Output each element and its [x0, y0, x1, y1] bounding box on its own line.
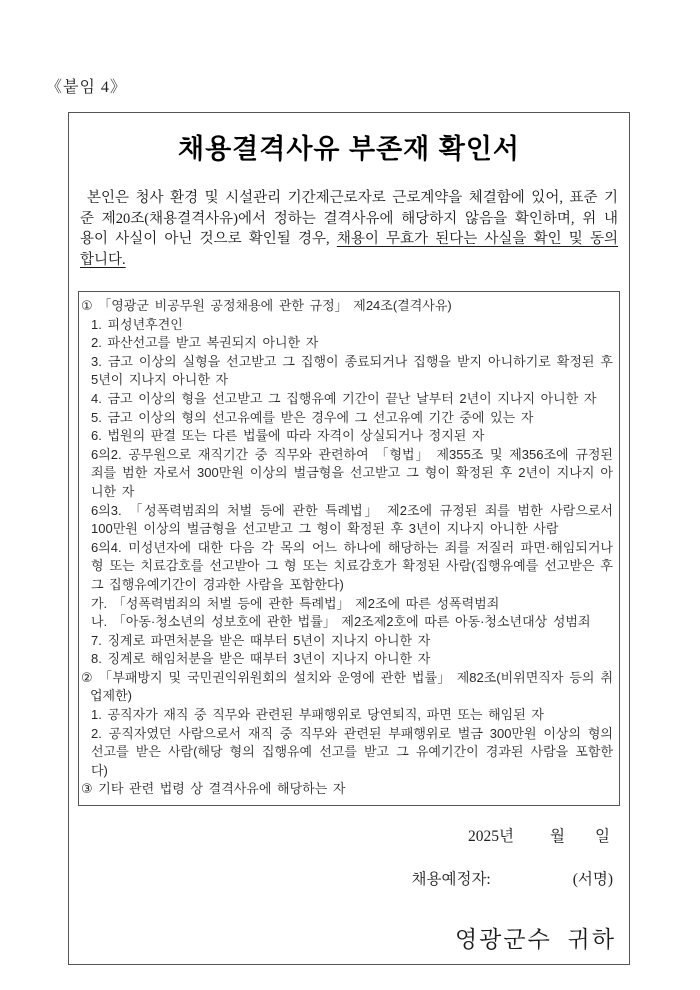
list-item-marker: 3. [91, 353, 102, 369]
list-item-text: 「성폭력범죄의 처벌 등에 관한 특례법」 제2조에 규정된 죄를 범한 사람으로서 100만원 이상의 벌금형을 선고받고 그 형이 확정된 후 3년이 지나지 아니한 사람 [91, 502, 613, 537]
date-day: 일 [595, 828, 610, 846]
signature-placeholder: (서명) [572, 871, 613, 889]
list-item-marker: 1. [91, 707, 102, 723]
list-item-marker: 2. [91, 335, 102, 351]
list-item-text: 파산선고를 받고 복권되지 아니한 자 [107, 335, 319, 351]
list-item-text: 「부패방지 및 국민권익위원회의 설치와 운영에 관한 법률」 제82조(비위면직자 등의 취업제한) [90, 669, 613, 704]
list-item [81, 316, 613, 335]
list-item-text: 공직자였던 사람으로서 재직 중 직무와 관련된 부패행위로 벌금 300만원 이상의 형의 선고를 받은 사람(해당 형의 집행유예 선고를 받고 그 유예기간이 경과된 사람을 포함한다) [91, 725, 613, 778]
list-item [81, 409, 613, 428]
addressee: 영광군수 귀하 [454, 927, 616, 953]
form-title: 채용결격사유 부존재 확인서 [178, 134, 520, 164]
list-item-marker: 2. [91, 725, 102, 741]
list-item-marker: 6. [91, 428, 102, 444]
list-item-text: 「성폭력범죄의 처벌 등에 관한 특례법」 제2조에 따른 성폭력범죄 [112, 595, 500, 611]
date-year: 2025년 [468, 828, 515, 846]
list-item [81, 297, 613, 316]
signer-line [78, 867, 620, 889]
list-item-text: 징계로 해임처분을 받은 때부터 3년이 지나지 아니한 자 [107, 651, 431, 667]
list-item [81, 706, 613, 725]
disqualification-list-box [78, 291, 620, 806]
list-item [81, 669, 613, 706]
intro-text: 본인은 청사 환경 및 시설관리 기간제근로자로 근로계약을 체결함에 있어, 표준 기준 제20조(채용결격사유)에서 정하는 결격사유에 해당하지 않음을 확인하며, 위 내용이 사실이 아닌 것으로 확인될 경우, [80, 190, 618, 247]
list-item-marker: 나. [91, 614, 108, 630]
attachment-label: 《붙임 4》 [46, 79, 127, 96]
list-item-marker: 6의4. [91, 539, 122, 555]
intro-underlined-text: 채용이 무효가 된다는 사실을 확인 및 동의합니다. [80, 231, 619, 268]
list-item-marker: 5. [91, 409, 102, 425]
date-line [78, 824, 620, 846]
list-item [81, 595, 613, 614]
form-border-box [68, 112, 630, 965]
signer-label: 채용예정자: [411, 871, 491, 889]
list-item-text: 법원의 판결 또는 다른 법률에 따라 자격이 상실되거나 정지된 자 [107, 428, 485, 444]
list-item [81, 725, 613, 781]
list-item-marker: 7. [91, 632, 102, 648]
list-item [81, 334, 613, 353]
list-item [81, 780, 613, 799]
list-item [81, 390, 613, 409]
list-item-text: 공무원으로 재직기간 중 직무와 관련하여 「형법」 제355조 및 제356조에 규정된 죄를 범한 자로서 300만원 이상의 벌금형을 선고받고 그 형이 확정된 후 2년이 지나지 아니한 자 [91, 446, 613, 499]
list-item-text: 피성년후견인 [107, 316, 183, 332]
list-item-text: 공직자가 재직 중 직무와 관련된 부패행위로 당연퇴직, 파면 또는 해임된 자 [107, 707, 544, 723]
list-item-text: 「영광군 비공무원 공정채용에 관한 규정」 제24조(결격사유) [98, 298, 452, 313]
list-item-marker: ② [81, 669, 94, 685]
list-item [81, 502, 613, 539]
list-item-marker: 6의2. [91, 446, 122, 462]
list-item [81, 650, 613, 669]
list-item [81, 539, 613, 595]
list-item-text: 미성년자에 대한 다음 각 목의 어느 하나에 해당하는 죄를 저질러 파면·해임되거나 형 또는 치료감호를 선고받아 그 형 또는 치료감호가 확정된 사람(집행유예를 선고받은 후 그 집행유예기간이 경과한 사람을 포함한다) [91, 539, 613, 592]
list-item [81, 632, 613, 651]
list-item-text: 기타 관련 법령 상 결격사유에 해당하는 자 [98, 781, 346, 797]
list-item-text: 징계로 파면처분을 받은 때부터 5년이 지나지 아니한 자 [107, 632, 431, 648]
date-month: 월 [550, 828, 566, 846]
list-item-text: 금고 이상의 실형을 선고받고 그 집행이 종료되거나 집행을 받지 아니하기로 확정된 후 5년이 지나지 아니한 자 [91, 353, 613, 388]
intro-paragraph [80, 188, 618, 270]
list-item [81, 446, 613, 502]
list-item-marker: 1. [91, 316, 102, 332]
list-item [81, 613, 613, 632]
list-item-marker: ③ [81, 781, 93, 797]
list-item-marker: 8. [91, 651, 102, 667]
list-item-marker: 4. [91, 390, 102, 406]
list-item-text: 「아동·청소년의 성보호에 관한 법률」 제2조제2호에 따른 아동·청소년대상 성범죄 [112, 614, 591, 630]
list-item-marker: ① [81, 298, 93, 313]
list-item [81, 427, 613, 446]
list-item-marker: 가. [91, 595, 108, 611]
list-item-marker: 6의3. [91, 502, 122, 518]
list-item-text: 금고 이상의 형의 선고유예를 받은 경우에 그 선고유예 기간 중에 있는 자 [107, 409, 534, 425]
list-item-text: 금고 이상의 형을 선고받고 그 집행유예 기간이 끝난 날부터 2년이 지나지 아니한 자 [107, 390, 597, 406]
list-item [81, 353, 613, 390]
